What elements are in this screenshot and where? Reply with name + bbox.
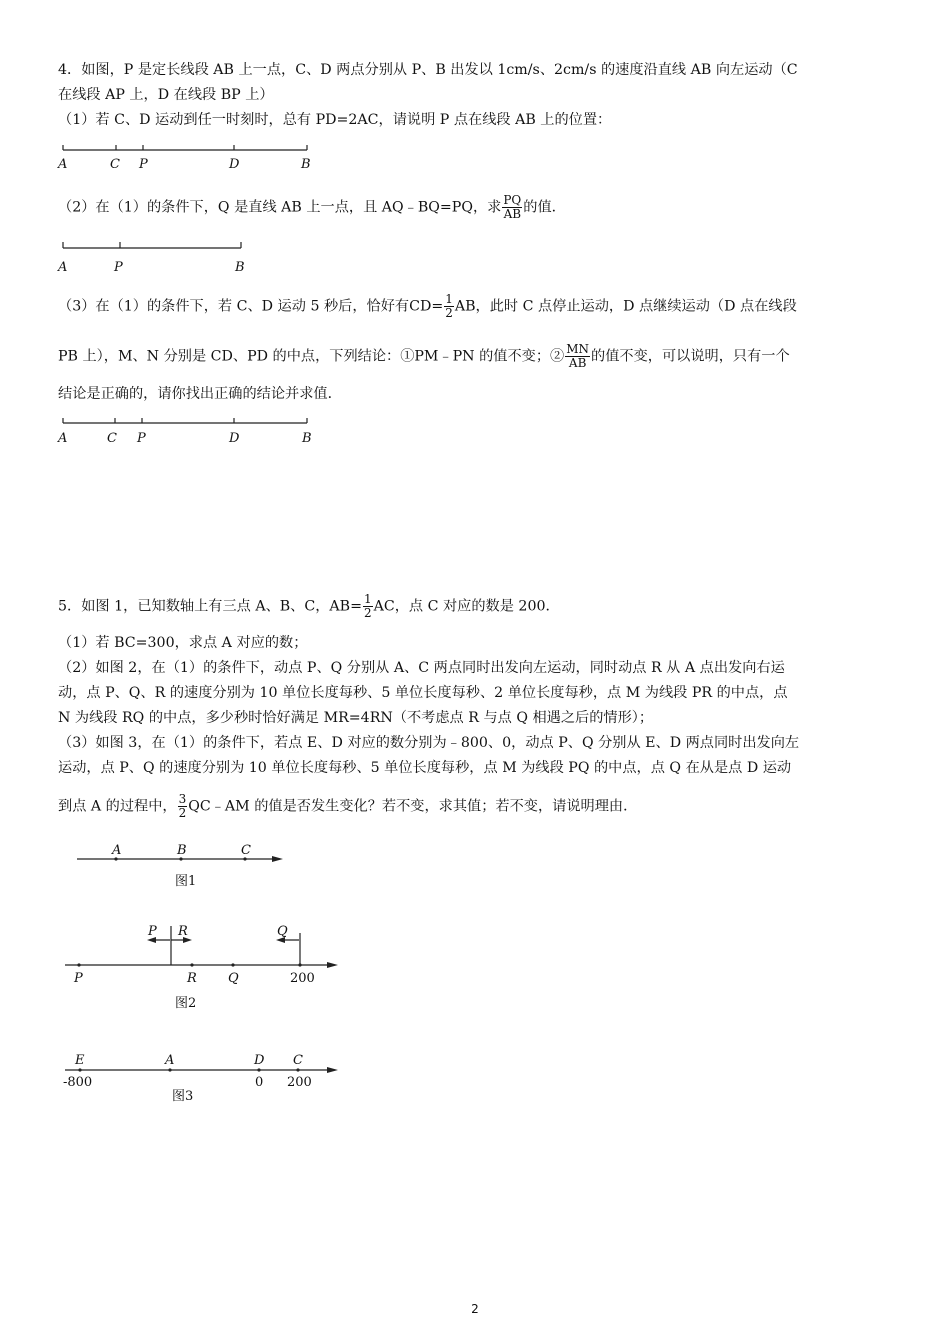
p4-fig1-label-b: B bbox=[301, 157, 311, 172]
p5-fig1-label-c: C bbox=[241, 843, 251, 858]
p4-question-2 bbox=[58, 194, 566, 221]
p5-figure-2 bbox=[65, 926, 338, 968]
p4-figure-1 bbox=[63, 145, 307, 150]
p4-fig3-label-p: P bbox=[137, 431, 146, 446]
p4-fig3-label-a: A bbox=[58, 431, 68, 446]
p4-question-3-line2 bbox=[58, 343, 790, 370]
p4-fig2-label-p: P bbox=[114, 260, 123, 275]
p4-figure-3 bbox=[63, 418, 307, 423]
p5-intro bbox=[58, 593, 560, 620]
p4-fig1-label-d: D bbox=[229, 157, 240, 172]
p4-fig2-label-a: A bbox=[58, 260, 68, 275]
p4-fig2-label-b: B bbox=[235, 260, 245, 275]
p4-q3-cd: CD= bbox=[409, 298, 444, 315]
p5-fig3-caption: 图3 bbox=[172, 1089, 194, 1104]
p5-question-2-line3: N 为线段 RQ 的中点，多少秒时恰好满足 MR=4RN（不考虑点 R 与点 Q 相遇之后的情形）； bbox=[58, 710, 654, 726]
p4-q3-ab: AB bbox=[454, 298, 476, 315]
p5-q3-line3-pre: 到点 A 的过程中， bbox=[58, 798, 177, 815]
p4-intro-line1: 4．如图，P 是定长线段 AB 上一点，C、D 两点分别从 P、B 出发以 1cm/s、2cm/s 的速度沿直线 AB 向左运动（C bbox=[58, 62, 798, 78]
p5-q3-denominator: 2 bbox=[178, 806, 187, 820]
p5-intro-fraction bbox=[363, 593, 373, 620]
p5-intro-post: AC，点 C 对应的数是 200． bbox=[373, 598, 560, 615]
p4-q3-line2-post: 的值不变，可以说明，只有一个 bbox=[591, 348, 790, 365]
p5-fig3-label-d: D bbox=[254, 1053, 265, 1068]
p4-q3-denominator: 2 bbox=[445, 306, 453, 320]
p5-q3-line3-post: QC﹣AM 的值是否发生变化？若不变，求其值；若不变，请说明理由． bbox=[188, 798, 638, 815]
p5-question-1: （1）若 BC=300，求点 A 对应的数； bbox=[58, 635, 308, 651]
p4-q3-line2-pre: PB 上），M、N 分别是 CD、PD 的中点，下列结论：①PM﹣PN 的值不变；② bbox=[58, 348, 565, 365]
p4-q3-text-post: ，此时 C 点停止运动，D 点继续运动（D 点在线段 bbox=[475, 298, 797, 315]
p5-q3-numerator: 3 bbox=[178, 792, 187, 806]
p5-fig3-label-e: E bbox=[75, 1053, 85, 1068]
p5-fig1-caption: 图1 bbox=[175, 874, 197, 889]
p4-q2-fraction bbox=[502, 194, 522, 221]
p5-fig3-label-c: C bbox=[293, 1053, 303, 1068]
p5-q3-fraction bbox=[178, 793, 188, 820]
p4-q3-mn-denominator: AB bbox=[568, 356, 587, 370]
p4-intro-line2: 在线段 AP 上，D 在线段 BP 上） bbox=[58, 87, 274, 103]
p5-question-2-line1: （2）如图 2，在（1）的条件下，动点 P、Q 分别从 A、C 两点同时出发向左运动，同时动点 R 从 A 点出发向右运 bbox=[58, 660, 785, 676]
p4-question-3-line1 bbox=[58, 293, 797, 320]
p4-fig1-label-c: C bbox=[110, 157, 120, 172]
p5-fig2-top-label-q: Q bbox=[277, 924, 288, 939]
p4-fig1-label-a: A bbox=[58, 157, 68, 172]
p5-fig3-value-neg800: -800 bbox=[63, 1075, 93, 1090]
p4-question-1: （1）若 C、D 运动到任一时刻时，总有 PD=2AC，请说明 P 点在线段 AB 上的位置： bbox=[58, 112, 612, 128]
p5-intro-pre: 5．如图 1，已知数轴上有三点 A、B、C，AB= bbox=[58, 598, 362, 615]
p5-fig2-top-label-p: P bbox=[148, 924, 157, 939]
p5-question-3-line1: （3）如图 3，在（1）的条件下，若点 E、D 对应的数分别为﹣800、0，动点 P、Q 分别从 E、D 两点同时出发向左 bbox=[58, 735, 800, 751]
p5-question-3-line3 bbox=[58, 793, 637, 820]
p4-fig3-label-d: D bbox=[229, 431, 240, 446]
p5-question-3-line2: 运动，点 P、Q 的速度分别为 10 单位长度每秒、5 单位长度每秒，点 M 为线段 PQ 的中点，点 Q 在从是点 D 运动 bbox=[58, 760, 792, 776]
p5-fig3-value-200: 200 bbox=[287, 1075, 312, 1090]
page-number: 2 bbox=[471, 1302, 479, 1316]
p4-figure-2 bbox=[63, 242, 241, 248]
p4-q2-numerator: PQ bbox=[503, 193, 522, 207]
p4-q3-fraction bbox=[444, 293, 454, 320]
p4-q2-denominator: AB bbox=[503, 207, 522, 221]
p5-fig3-label-a: A bbox=[165, 1053, 175, 1068]
p4-q2-text-pre: （2）在（1）的条件下，Q 是直线 AB 上一点，且 AQ﹣BQ=PQ，求 bbox=[58, 199, 502, 216]
p5-fig2-top-label-r: R bbox=[178, 924, 188, 939]
p4-q3-text-pre: （3）在（1）的条件下，若 C、D 运动 5 秒后，恰好有 bbox=[58, 298, 410, 315]
p5-fig2-caption: 图2 bbox=[175, 996, 197, 1011]
p5-question-2-line2: 动，点 P、Q、R 的速度分别为 10 单位长度每秒、5 单位长度每秒、2 单位长度每秒，点 M 为线段 PR 的中点，点 bbox=[58, 685, 788, 701]
p4-q3-mn-numerator: MN bbox=[566, 342, 590, 356]
p4-q3-numerator: 1 bbox=[445, 292, 453, 306]
p5-fig2-label-r: R bbox=[187, 971, 197, 986]
p4-fig1-label-p: P bbox=[139, 157, 148, 172]
p5-fig1-label-b: B bbox=[177, 843, 187, 858]
p5-intro-denominator: 2 bbox=[363, 606, 372, 620]
p4-question-3-line3: 结论是正确的，请你找出正确的结论并求值． bbox=[58, 386, 342, 402]
p5-fig3-value-0: 0 bbox=[255, 1075, 264, 1090]
p4-q2-text-post: 的值． bbox=[523, 199, 566, 216]
p5-intro-numerator: 1 bbox=[363, 592, 372, 606]
p4-fig3-label-c: C bbox=[107, 431, 117, 446]
p5-fig2-label-200: 200 bbox=[290, 971, 315, 986]
p5-fig2-label-p: P bbox=[74, 971, 83, 986]
p5-fig2-label-q: Q bbox=[228, 971, 239, 986]
p5-fig1-label-a: A bbox=[112, 843, 122, 858]
p4-fig3-label-b: B bbox=[302, 431, 312, 446]
p4-q3-mn-fraction bbox=[565, 343, 590, 370]
